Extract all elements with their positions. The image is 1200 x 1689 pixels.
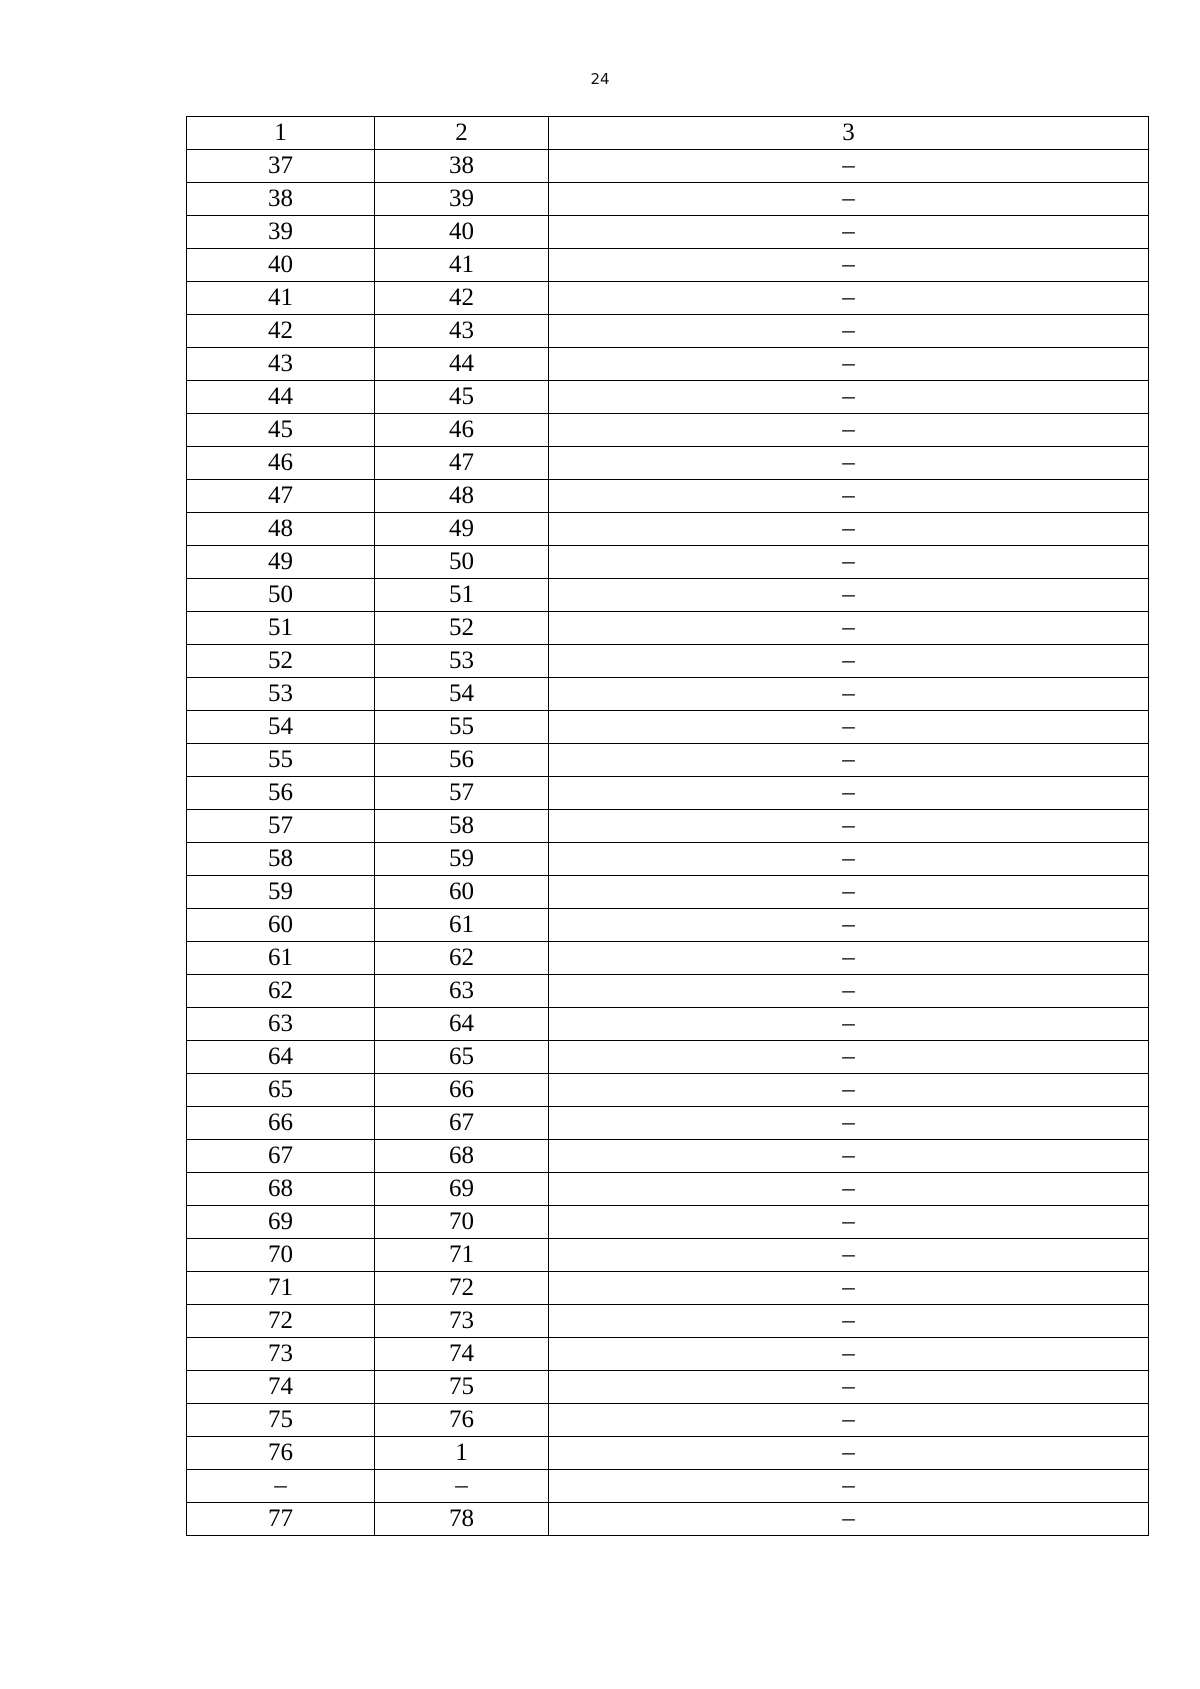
- table-cell-col-1: 73: [187, 1338, 375, 1371]
- table-cell-col-3: –: [549, 1239, 1149, 1272]
- table-cell-col-3: –: [549, 810, 1149, 843]
- table-row: [187, 513, 1149, 546]
- table-cell-col-2: 44: [375, 348, 549, 381]
- table-cell-col-3: –: [549, 1173, 1149, 1206]
- table-cell-col-1: 60: [187, 909, 375, 942]
- table-cell-col-1: 74: [187, 1371, 375, 1404]
- table-row: [187, 1371, 1149, 1404]
- table-body: [187, 117, 1149, 1536]
- table-cell-col-1: 56: [187, 777, 375, 810]
- table-cell-col-1: 61: [187, 942, 375, 975]
- table-cell-col-1: 45: [187, 414, 375, 447]
- header-cell-2: 2: [375, 117, 549, 150]
- table-cell-col-3: –: [549, 348, 1149, 381]
- table-row: [187, 1404, 1149, 1437]
- table-cell-col-2: 62: [375, 942, 549, 975]
- table-cell-col-2: 71: [375, 1239, 549, 1272]
- table-cell-col-1: 62: [187, 975, 375, 1008]
- table-row: [187, 1074, 1149, 1107]
- table-cell-col-1: 48: [187, 513, 375, 546]
- table-cell-col-2: 43: [375, 315, 549, 348]
- table-cell-col-2: 58: [375, 810, 549, 843]
- table-cell-col-3: –: [549, 1503, 1149, 1536]
- table-cell-col-3: –: [549, 1338, 1149, 1371]
- table-cell-col-3: –: [549, 942, 1149, 975]
- table-cell-col-2: 72: [375, 1272, 549, 1305]
- table-cell-col-1: 40: [187, 249, 375, 282]
- table-header-row: [187, 117, 1149, 150]
- table-cell-col-3: –: [549, 381, 1149, 414]
- table-row: [187, 744, 1149, 777]
- table-row: [187, 348, 1149, 381]
- table-cell-col-2: 67: [375, 1107, 549, 1140]
- table-cell-col-3: –: [549, 1074, 1149, 1107]
- table-cell-col-3: –: [549, 711, 1149, 744]
- table-cell-col-1: 44: [187, 381, 375, 414]
- table-cell-col-1: 57: [187, 810, 375, 843]
- table-cell-col-2: 60: [375, 876, 549, 909]
- table-row: [187, 183, 1149, 216]
- table-cell-col-3: –: [549, 1206, 1149, 1239]
- table-cell-col-1: –: [187, 1470, 375, 1503]
- table-cell-col-2: 68: [375, 1140, 549, 1173]
- table-row: [187, 1140, 1149, 1173]
- table-cell-col-2: 38: [375, 150, 549, 183]
- table-cell-col-3: –: [549, 1404, 1149, 1437]
- table-cell-col-1: 63: [187, 1008, 375, 1041]
- page-number: 24: [590, 70, 610, 88]
- table-cell-col-2: 70: [375, 1206, 549, 1239]
- table-cell-col-3: –: [549, 150, 1149, 183]
- table-cell-col-2: 50: [375, 546, 549, 579]
- table-cell-col-3: –: [549, 480, 1149, 513]
- table-cell-col-2: 56: [375, 744, 549, 777]
- table-cell-col-2: 42: [375, 282, 549, 315]
- table-row: [187, 1239, 1149, 1272]
- table-cell-col-3: –: [549, 744, 1149, 777]
- table-cell-col-3: –: [549, 1008, 1149, 1041]
- table-cell-col-2: 74: [375, 1338, 549, 1371]
- table-cell-col-3: –: [549, 975, 1149, 1008]
- table-row: [187, 645, 1149, 678]
- table-cell-col-2: 53: [375, 645, 549, 678]
- table-cell-col-2: 39: [375, 183, 549, 216]
- table-cell-col-1: 43: [187, 348, 375, 381]
- table-cell-col-2: 52: [375, 612, 549, 645]
- table-cell-col-2: 65: [375, 1041, 549, 1074]
- table-row: [187, 480, 1149, 513]
- table-cell-col-2: 41: [375, 249, 549, 282]
- table-cell-col-1: 68: [187, 1173, 375, 1206]
- table-cell-col-1: 75: [187, 1404, 375, 1437]
- table-cell-col-1: 65: [187, 1074, 375, 1107]
- table-cell-col-1: 71: [187, 1272, 375, 1305]
- table-cell-col-2: 46: [375, 414, 549, 447]
- table-row: [187, 678, 1149, 711]
- table-cell-col-3: –: [549, 876, 1149, 909]
- table-row: [187, 579, 1149, 612]
- table-row: [187, 876, 1149, 909]
- table-row: [187, 282, 1149, 315]
- table-cell-col-2: 61: [375, 909, 549, 942]
- table-cell-col-2: 40: [375, 216, 549, 249]
- table-cell-col-2: 64: [375, 1008, 549, 1041]
- table-cell-col-3: –: [549, 1437, 1149, 1470]
- table-cell-col-2: 59: [375, 843, 549, 876]
- table-row: [187, 1305, 1149, 1338]
- table-row: [187, 1503, 1149, 1536]
- table-row: [187, 1470, 1149, 1503]
- table-row: [187, 1107, 1149, 1140]
- table-cell-col-2: 63: [375, 975, 549, 1008]
- table-row: [187, 975, 1149, 1008]
- table-cell-col-2: 69: [375, 1173, 549, 1206]
- table-cell-col-2: 76: [375, 1404, 549, 1437]
- table-cell-col-3: –: [549, 414, 1149, 447]
- table-row: [187, 447, 1149, 480]
- table-cell-col-1: 37: [187, 150, 375, 183]
- table-cell-col-1: 76: [187, 1437, 375, 1470]
- table-cell-col-2: 1: [375, 1437, 549, 1470]
- table-cell-col-1: 52: [187, 645, 375, 678]
- table-row: [187, 150, 1149, 183]
- table-cell-col-1: 49: [187, 546, 375, 579]
- table-cell-col-1: 64: [187, 1041, 375, 1074]
- table-row: [187, 777, 1149, 810]
- table-row: [187, 216, 1149, 249]
- table-row: [187, 1338, 1149, 1371]
- table-row: [187, 1272, 1149, 1305]
- table-cell-col-1: 67: [187, 1140, 375, 1173]
- table-row: [187, 414, 1149, 447]
- table-cell-col-3: –: [549, 183, 1149, 216]
- table-cell-col-3: –: [549, 282, 1149, 315]
- table-cell-col-3: –: [549, 909, 1149, 942]
- table-cell-col-3: –: [549, 1305, 1149, 1338]
- table-cell-col-1: 38: [187, 183, 375, 216]
- table-cell-col-3: –: [549, 612, 1149, 645]
- table-cell-col-2: 51: [375, 579, 549, 612]
- table-cell-col-2: 78: [375, 1503, 549, 1536]
- table-cell-col-3: –: [549, 1140, 1149, 1173]
- table-row: [187, 843, 1149, 876]
- table-cell-col-3: –: [549, 447, 1149, 480]
- table-cell-col-3: –: [549, 1272, 1149, 1305]
- table-cell-col-2: 75: [375, 1371, 549, 1404]
- header-cell-1: 1: [187, 117, 375, 150]
- table-cell-col-3: –: [549, 579, 1149, 612]
- table-row: [187, 810, 1149, 843]
- header-cell-3: 3: [549, 117, 1149, 150]
- table-row: [187, 546, 1149, 579]
- table-cell-col-3: –: [549, 249, 1149, 282]
- table-row: [187, 1437, 1149, 1470]
- table-cell-col-2: 47: [375, 447, 549, 480]
- table-row: [187, 1041, 1149, 1074]
- table-cell-col-1: 66: [187, 1107, 375, 1140]
- data-table: [186, 116, 1149, 1536]
- table-row: [187, 249, 1149, 282]
- table-cell-col-3: –: [549, 777, 1149, 810]
- table-cell-col-3: –: [549, 1470, 1149, 1503]
- table-cell-col-1: 46: [187, 447, 375, 480]
- table-cell-col-3: –: [549, 645, 1149, 678]
- table-row: [187, 612, 1149, 645]
- table-row: [187, 381, 1149, 414]
- table-cell-col-3: –: [549, 1371, 1149, 1404]
- table-cell-col-2: 49: [375, 513, 549, 546]
- table-cell-col-1: 39: [187, 216, 375, 249]
- table-row: [187, 1206, 1149, 1239]
- table-cell-col-3: –: [549, 1107, 1149, 1140]
- table-cell-col-3: –: [549, 546, 1149, 579]
- table-cell-col-3: –: [549, 843, 1149, 876]
- table-cell-col-3: –: [549, 513, 1149, 546]
- table-cell-col-3: –: [549, 315, 1149, 348]
- table-row: [187, 909, 1149, 942]
- table-cell-col-1: 59: [187, 876, 375, 909]
- table-cell-col-2: –: [375, 1470, 549, 1503]
- table-cell-col-1: 69: [187, 1206, 375, 1239]
- table-cell-col-2: 45: [375, 381, 549, 414]
- table-cell-col-3: –: [549, 678, 1149, 711]
- table-cell-col-3: –: [549, 216, 1149, 249]
- table-row: [187, 711, 1149, 744]
- table-cell-col-2: 55: [375, 711, 549, 744]
- table-cell-col-2: 54: [375, 678, 549, 711]
- table-cell-col-2: 73: [375, 1305, 549, 1338]
- table-cell-col-1: 58: [187, 843, 375, 876]
- table-row: [187, 1008, 1149, 1041]
- table-cell-col-1: 72: [187, 1305, 375, 1338]
- table-cell-col-1: 70: [187, 1239, 375, 1272]
- table-cell-col-1: 47: [187, 480, 375, 513]
- table-cell-col-2: 57: [375, 777, 549, 810]
- table-row: [187, 942, 1149, 975]
- table-cell-col-2: 66: [375, 1074, 549, 1107]
- table-cell-col-1: 41: [187, 282, 375, 315]
- table-cell-col-1: 54: [187, 711, 375, 744]
- table-cell-col-1: 77: [187, 1503, 375, 1536]
- table-row: [187, 315, 1149, 348]
- table-cell-col-1: 55: [187, 744, 375, 777]
- table-cell-col-1: 50: [187, 579, 375, 612]
- table-cell-col-1: 51: [187, 612, 375, 645]
- table-row: [187, 1173, 1149, 1206]
- table-cell-col-3: –: [549, 1041, 1149, 1074]
- table-cell-col-1: 42: [187, 315, 375, 348]
- table-cell-col-2: 48: [375, 480, 549, 513]
- table-cell-col-1: 53: [187, 678, 375, 711]
